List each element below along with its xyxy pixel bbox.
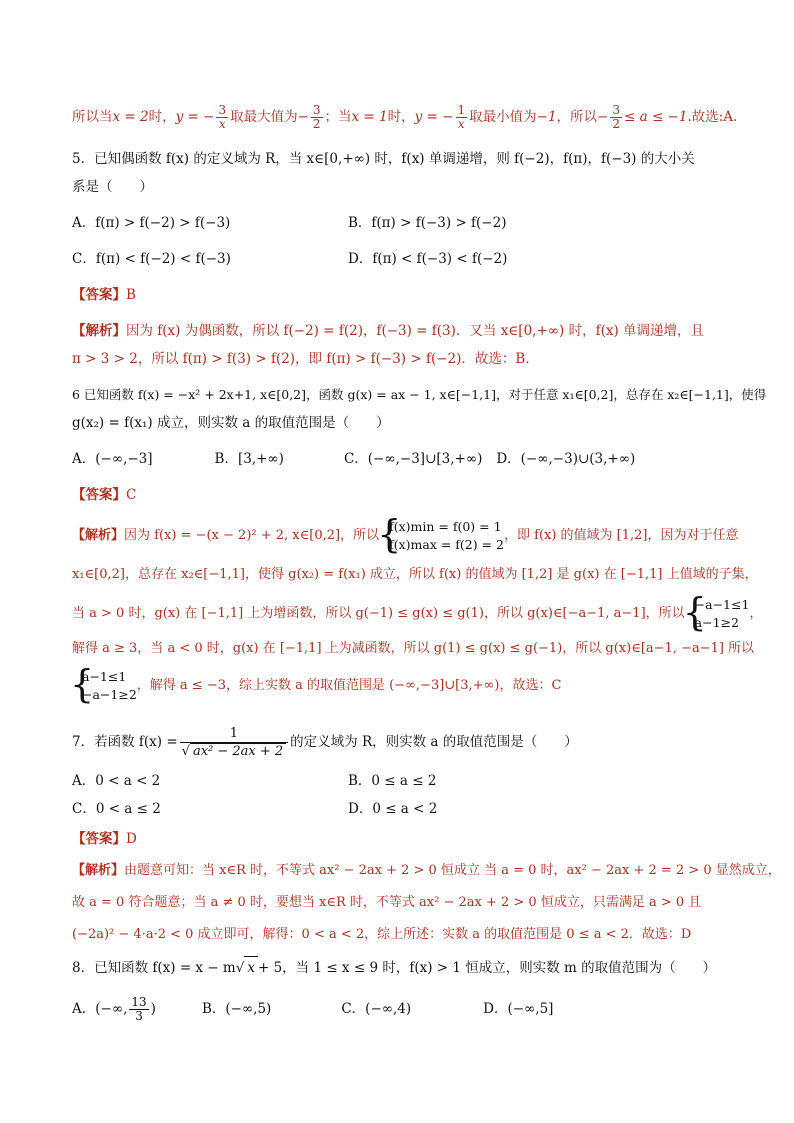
fraction: $\frac{1}{\text{√ ax² − 2ax + 2}}$ — [180, 726, 289, 760]
math: y = − — [175, 109, 215, 125]
text: 时， — [148, 109, 176, 125]
q8-option-d: D．(−∞,5] — [483, 1001, 554, 1017]
answer-tag: 【答案】 — [72, 831, 126, 847]
q6-stem-line-2: g(x₂) = f(x₁) 成立，则实数 a 的取值范围是（ ） — [72, 415, 390, 431]
q8-option-b: B．(−∞,5) — [201, 1001, 272, 1017]
q6-analysis-line-5 — [72, 666, 732, 706]
q6-option-c: C．(−∞,−3]∪[3,+∞) — [343, 451, 483, 467]
text: .故选:A. — [687, 109, 738, 125]
text: 所以当 — [72, 109, 113, 125]
q5-options-row-1 — [72, 212, 732, 234]
math: −1 — [536, 109, 557, 125]
q7-analysis-line-3: (−2a)² − 4·a·2 < 0 成立即可，解得：0 < a < 2，综上所述：实数 a 的取值范围是 0 ≤ a < 2．故选：D — [72, 927, 692, 942]
text: ；当 — [324, 109, 352, 125]
q5-stem-line-2: 系是（ ） — [72, 179, 153, 195]
stem-text: 8．已知函数 f(x) = x − m — [72, 960, 236, 976]
text: 时， — [387, 109, 415, 125]
q6-option-d: D．(−∞,−3)∪(3,+∞) — [496, 451, 636, 467]
analysis-text: ，即 f(x) 的值域为 [1,2]，因为对于任意 — [504, 528, 739, 543]
analysis-text: 由题意可知：当 x∈R 时，不等式 ax² − 2ax + 2 > 0 恒成立 当 a = 0 时，ax² − 2ax + 2 = 2 > 0 显然成立， — [124, 863, 781, 878]
fraction: $\frac{3}{x}$ — [218, 103, 227, 131]
analysis-tag: 【解析】 — [72, 863, 125, 878]
q7-stem — [72, 722, 732, 762]
piecewise-system: { −a−1≤1 a−1≥2 — [685, 596, 750, 632]
text: 取最小值为 — [469, 109, 537, 125]
document-page — [72, 100, 781, 1027]
text: 取最大值为 — [230, 109, 298, 125]
q7-options-row-2 — [72, 798, 732, 820]
q6-option-a: A．(−∞,−3] — [72, 451, 153, 467]
q7-answer — [72, 828, 732, 850]
q6-analysis-line-4: 解得 a ≥ 3，当 a < 0 时，g(x) 在 [−1,1] 上为减函数，所以 g(1) ≤ g(x) ≤ g(−1)，所以 g(x)∈[a−1, −a−1] 所以 — [72, 641, 755, 656]
q6-analysis-line-2: x₁∈[0,2]，总存在 x₂∈[−1,1]，使得 g(x₂) = f(x₁) 成立，所以 f(x) 的值域为 [1,2] 是 g(x) 在 [−1,1] 上值域的子集， — [72, 567, 758, 582]
q6-option-b: B．[3,+∞) — [214, 451, 284, 467]
q7-option-b: B．0 ≤ a ≤ 2 — [348, 773, 437, 789]
analysis-text: 因为 f(x) = −(x − 2)² + 2, x∈[0,2]，所以 — [124, 528, 380, 543]
q6-analysis-line-1 — [72, 516, 739, 556]
stem-text: + 5，当 1 ≤ x ≤ 9 时，f(x) > 1 恒成立，则实数 m 的取值范围为（ ） — [257, 960, 717, 976]
answer-value: C — [126, 487, 137, 503]
fraction: $\frac{13}{3}$ — [131, 995, 147, 1023]
analysis-text: ， — [749, 606, 763, 621]
math: x = 1 — [351, 109, 388, 125]
fraction: $\frac{1}{x}$ — [457, 103, 466, 131]
answer-value: D — [126, 831, 137, 847]
math: − — [597, 109, 609, 125]
q5-answer — [72, 284, 732, 306]
math: x = 2 — [112, 109, 149, 125]
analysis-tag: 【解析】 — [72, 528, 125, 543]
q5-option-d: D．f(π) < f(−3) < f(−2) — [348, 251, 508, 267]
q7-option-c: C．0 < a ≤ 2 — [72, 801, 161, 817]
q5-option-a: A．f(π) > f(−2) > f(−3) — [72, 215, 231, 231]
q6-stem-line-1: 6 已知函数 f(x) = −x² + 2x+1, x∈[0,2]，函数 g(x) = ax − 1, x∈[−1,1]，对于任意 x₁∈[0,2]，总存在 x₂∈[−1,1]，使得 — [72, 387, 767, 402]
q5-stem-line-1: 5．已知偶函数 f(x) 的定义域为 R，当 x∈[0,+∞) 时，f(x) 单调递增，则 f(−2)，f(π)，f(−3) 的大小关 — [72, 151, 695, 167]
text: ，所以 — [556, 109, 598, 125]
q8-options — [72, 991, 732, 1027]
math: y = − — [414, 109, 454, 125]
q6-answer — [72, 484, 732, 506]
q8-option-a: A．(−∞, $\frac{13}{3}$ ) — [72, 995, 156, 1023]
q7-analysis-line-1 — [72, 860, 781, 882]
q5-options-row-2 — [72, 248, 732, 270]
q4-analysis-tail — [72, 100, 738, 134]
q7-options-row-1 — [72, 770, 732, 792]
analysis-text: ，解得 a ≤ −3，综上实数 a 的取值范围是 (−∞,−3]∪[3,+∞)，故选： — [136, 678, 552, 693]
stem-text: 的定义域为 R，则实数 a 的取值范围是（ ） — [290, 734, 578, 750]
piecewise-system: { f(x)min = f(0) = 1 f(x)max = f(2) = 2 — [379, 518, 504, 554]
q7-option-d: D．0 ≤ a < 2 — [348, 801, 438, 817]
q8-stem: 8．已知函数 f(x) = x − m√ x + 5，当 1 ≤ x ≤ 9 时，f(x) > 1 恒成立，则实数 m 的取值范围为（ ） — [72, 956, 732, 979]
answer-value: B — [126, 287, 136, 303]
answer-tag: 【答案】 — [72, 487, 126, 503]
analysis-text: C — [551, 678, 562, 693]
analysis-text: 当 a > 0 时，g(x) 在 [−1,1] 上为增函数，所以 g(−1) ≤ g(x) ≤ g(1)，所以 g(x)∈[−a−1, a−1]，所以 — [72, 606, 685, 621]
q5-analysis-line-1 — [72, 320, 732, 342]
analysis-text: 因为 f(x) 为偶函数，所以 f(−2) = f(2)，f(−3) = f(3)．又当 x∈[0,+∞) 时，f(x) 单调递增，且 — [126, 323, 705, 339]
q6-options — [72, 448, 732, 470]
q5-analysis-line-2: π > 3 > 2，所以 f(π) > f(3) > f(2)，即 f(π) > f(−3) > f(−2)．故选：B． — [72, 351, 539, 367]
sqrt-radicand: x — [244, 956, 258, 979]
fraction: $\frac{3}{2}$ — [612, 103, 620, 131]
fraction: $\frac{3}{2}$ — [312, 103, 321, 131]
q5-option-b: B．f(π) > f(−3) > f(−2) — [348, 215, 507, 231]
analysis-tag: 【解析】 — [72, 323, 126, 339]
answer-tag: 【答案】 — [72, 287, 126, 303]
q7-option-a: A．0 < a < 2 — [72, 773, 161, 789]
math: − — [297, 109, 309, 125]
q5-option-c: C．f(π) < f(−2) < f(−3) — [72, 251, 231, 267]
math: ≤ a ≤ −1 — [624, 109, 688, 125]
q6-analysis-line-3 — [72, 594, 763, 634]
q8-option-c: C．(−∞,4) — [341, 1001, 412, 1017]
stem-text: 7．若函数 f(x) = — [72, 734, 178, 750]
q7-analysis-line-2: 故 a = 0 符合题意；当 a ≠ 0 时，要想当 x∈R 时，不等式 ax² − 2ax + 2 > 0 恒成立，只需满足 a > 0 且 — [72, 895, 702, 910]
piecewise-system: { a−1≤1 −a−1≥2 — [72, 668, 137, 704]
